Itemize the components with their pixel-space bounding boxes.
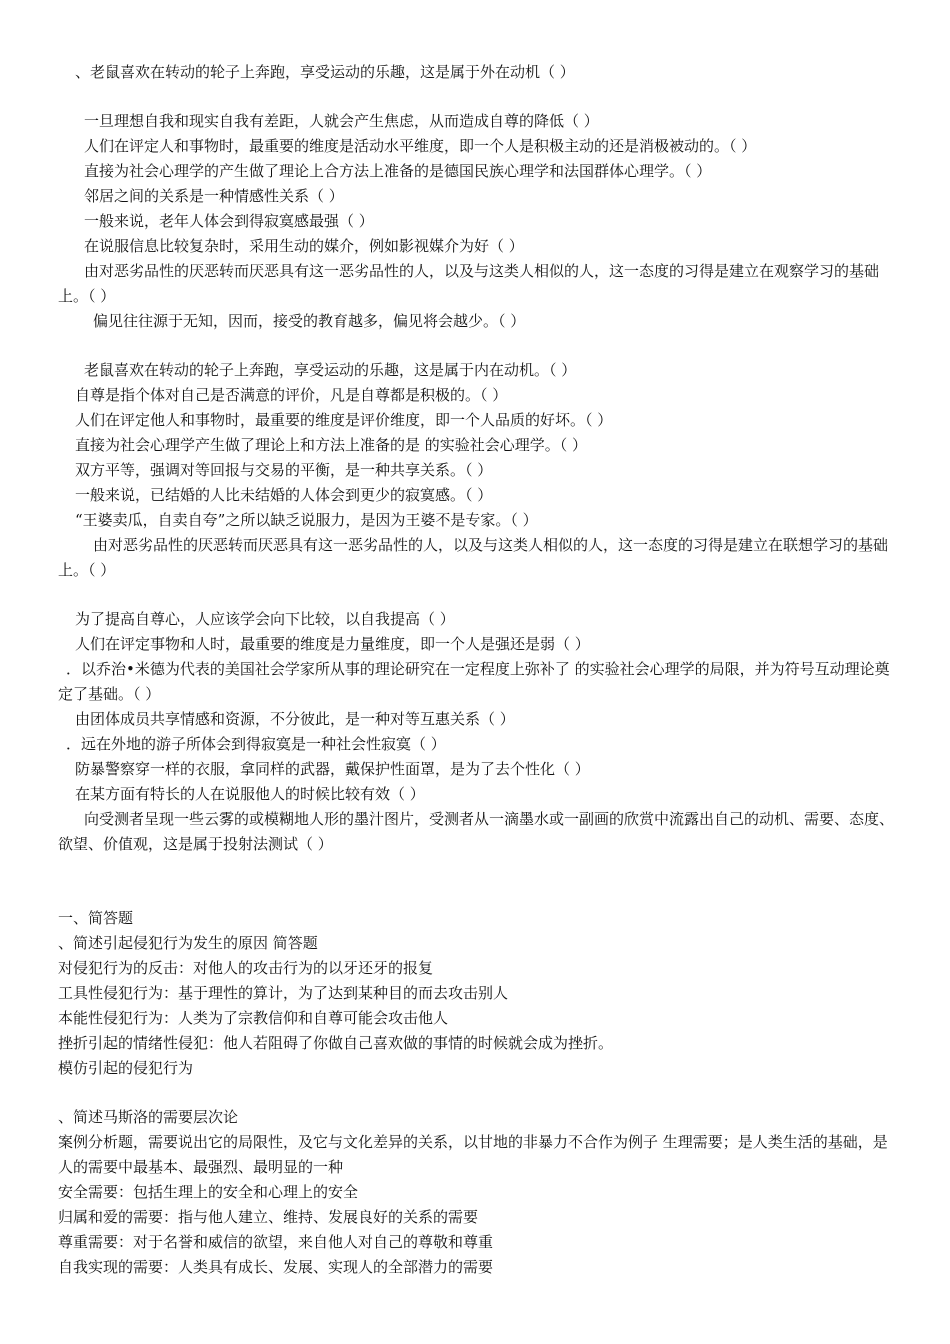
- question-line: 人们在评定事物和人时，最重要的维度是力量维度，即一个人是强还是弱（ ）: [75, 635, 590, 653]
- question-line: 邻居之间的关系是一种情感性关系（ ）: [84, 187, 344, 205]
- question-line: 由对恶劣品性的厌恶转而厌恶具有这一恶劣品性的人，以及与这类人相似的人，这一态度的习得是建立在观察学习的基础上。（ ）: [58, 262, 880, 305]
- question-line: ．远在外地的游子所体会到得寂寞是一种社会性寂寞（ ）: [66, 735, 446, 753]
- answer-line: 自我实现的需要：人类具有成长、发展、实现人的全部潜力的需要: [58, 1258, 494, 1276]
- question-line: 人们在评定人和事物时，最重要的维度是活动水平维度，即一个人是积极主动的还是消极被动的。（ ）: [84, 137, 757, 155]
- question-line: 由团体成员共享情感和资源，不分彼此，是一种对等互惠关系（ ）: [75, 710, 515, 728]
- answer-line: 本能性侵犯行为：人类为了宗教信仰和自尊可能会攻击他人: [58, 1009, 449, 1027]
- question-line: 一般来说，老年人体会到得寂寞感最强（ ）: [84, 212, 374, 230]
- answer-line: 对侵犯行为的反击：对他人的攻击行为的以牙还牙的报复: [58, 959, 434, 977]
- section-heading: 一、简答题: [58, 909, 134, 927]
- answer-line: 挫折引起的情绪性侵犯：他人若阻碍了你做自己喜欢做的事情的时候就会成为挫折。: [58, 1034, 614, 1052]
- question-line: 由对恶劣品性的厌恶转而厌恶具有这一恶劣品性的人，以及与这类人相似的人，这一态度的习得是建立在联想学习的基础上。（ ）: [58, 536, 889, 579]
- question-line: 防暴警察穿一样的衣服，拿同样的武器，戴保护性面罩，是为了去个性化（ ）: [75, 760, 590, 778]
- question-line: 直接为社会心理学的产生做了理论上合方法上准备的是德国民族心理学和法国群体心理学。（ ）: [84, 162, 712, 180]
- question-line: 自尊是指个体对自己是否满意的评价，凡是自尊都是积极的。（ ）: [75, 386, 508, 404]
- question-line: 直接为社会心理学产生做了理论上和方法上准备的是 的实验社会心理学。（ ）: [75, 436, 588, 454]
- question-line: 向受测者呈现一些云雾的或模糊地人形的墨汁图片，受测者从一滴墨水或一副画的欣赏中流露出自己的动机、需要、态度、欲望、价值观，这是属于投射法测试（ ）: [58, 810, 895, 853]
- answer-line: 工具性侵犯行为：基于理性的算计，为了达到某种目的而去攻击别人: [58, 984, 509, 1002]
- answer-line: 尊重需要：对于名誉和威信的欲望，来自他人对自己的尊敬和尊重: [58, 1233, 494, 1251]
- question-line: 双方平等，强调对等回报与交易的平衡，是一种共享关系。（ ）: [75, 461, 493, 479]
- question-line: 一般来说，已结婚的人比未结婚的人体会到更少的寂寞感。（ ）: [75, 486, 493, 504]
- question-line: ．以乔治•米德为代表的美国社会学家所从事的理论研究在一定程度上弥补了 的实验社会心理学的局限，并为符号互动理论奠定了基础。（ ）: [58, 660, 890, 703]
- question-title: 、简述引起侵犯行为发生的原因 简答题: [58, 934, 318, 952]
- question-line: 老鼠喜欢在转动的轮子上奔跑，享受运动的乐趣，这是属于内在动机。（ ）: [84, 361, 577, 379]
- answer-line: 模仿引起的侵犯行为: [58, 1059, 194, 1077]
- question-line: 人们在评定他人和事物时，最重要的维度是评价维度，即一个人品质的好坏。（ ）: [75, 411, 613, 429]
- question-title: 、简述马斯洛的需要层次论: [58, 1108, 239, 1126]
- answer-line: 安全需要：包括生理上的安全和心理上的安全: [58, 1183, 359, 1201]
- question-line: 在某方面有特长的人在说服他人的时候比较有效（ ）: [75, 785, 425, 803]
- answer-line: 案例分析题，需要说出它的局限性，及它与文化差异的关系，以甘地的非暴力不合作为例子 生理需要；是人类生活的基础，是人的需要中最基本、最强烈、最明显的一种: [58, 1133, 888, 1176]
- question-line: “王婆卖瓜，自卖自夸”之所以缺乏说服力，是因为王婆不是专家。（ ）: [75, 511, 538, 529]
- question-line: 为了提高自尊心，人应该学会向下比较，以自我提高（ ）: [75, 610, 455, 628]
- question-line: 偏见往往源于无知，因而，接受的教育越多，偏见将会越少。（ ）: [93, 312, 526, 330]
- question-line: 、老鼠喜欢在转动的轮子上奔跑，享受运动的乐趣，这是属于外在动机（ ）: [75, 63, 575, 81]
- answer-line: 归属和爱的需要：指与他人建立、维持、发展良好的关系的需要: [58, 1208, 479, 1226]
- question-line: 一旦理想自我和现实自我有差距，人就会产生焦虑，从而造成自尊的降低（ ）: [84, 112, 599, 130]
- question-line: 在说服信息比较复杂时，采用生动的媒介，例如影视媒介为好（ ）: [84, 237, 524, 255]
